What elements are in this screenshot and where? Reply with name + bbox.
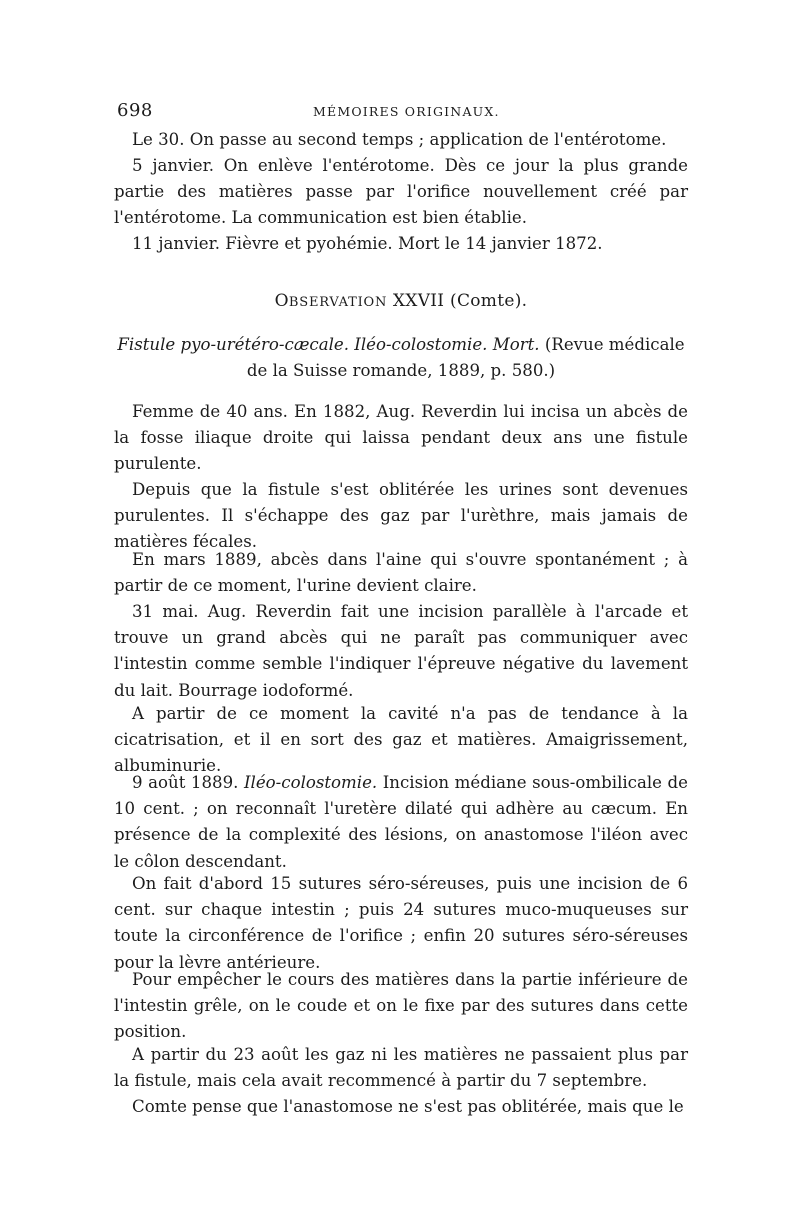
continuation-paragraph-1: Le 30. On passe au second temps ; application de l'entérotome. (132, 130, 667, 149)
observation-source-citation: (Revue médicale de la Suisse romande, 1889, p. 580.) (246, 335, 685, 381)
paragraph-4: 31 mai. Aug. Reverdin fait une incision parallèle à l'arcade et trouve un grand abcès qui ne paraît pas communiquer avec l'intestin comme semble l'indiquer l'épreuve négative du lavement du lait. Bourrage iodoformé. (114, 602, 688, 700)
paragraph-iliocolostomy-text: Incision médiane sous-ombilicale de 10 cent. ; on reconnaît l'uretère dilaté qui adhère au cæcum. En présence de la complexité des lésions, on anastomose l'iléon avec le côlon descendant. (114, 773, 688, 871)
observation-title-smallcaps: BSERVATION (288, 295, 388, 310)
paragraph-2: Depuis que la fistule s'est oblitérée les urines sont devenues purulentes. Il s'échappe des gaz par l'urèthre, mais jamais de matières fécales. (114, 480, 688, 552)
running-head: MÉMOIRES ORIGINAUX. (313, 104, 500, 119)
observation-title-rest: XXVII (Comte). (387, 291, 528, 311)
continuation-paragraph-3: 11 janvier. Fièvre et pyohémie. Mort le 14 janvier 1872. (132, 234, 603, 253)
page-header (117, 100, 687, 126)
paragraph-1: Femme de 40 ans. En 1882, Aug. Reverdin lui incisa un abcès de la fosse iliaque droite qui laissa pendant deux ans une fistule purulente. (114, 402, 688, 474)
paragraph-iliocolostomy-italic: Iléo-colostomie. (244, 773, 378, 792)
observation-title-initial: O (274, 291, 289, 311)
page-number: 698 (117, 100, 153, 121)
paragraph-fistula: A partir du 23 août les gaz ni les matières ne passaient plus par la fistule, mais cela avait recommencé à partir du 7 septembre. (114, 1045, 688, 1091)
observation-source (114, 332, 688, 384)
paragraph-iliocolostomy-date: 9 août 1889. (132, 773, 244, 792)
observation-source-italic: Fistule pyo-urétéro-cæcale. Iléo-colostomie. Mort. (117, 335, 540, 354)
paragraph-5: A partir de ce moment la cavité n'a pas de tendance à la cicatrisation, et il en sort des gaz et matières. Amaigrissement, albuminurie. (114, 704, 688, 776)
observation-title (114, 291, 688, 311)
paragraph-sutures: On fait d'abord 15 sutures séro-séreuses, puis une incision de 6 cent. sur chaque intestin ; puis 24 sutures muco-muqueuses sur toute la circonférence de l'orifice ; enfin 20 sutures séro-séreuses pour la lèvre antérieure. (114, 874, 688, 972)
paragraph-intestine: Pour empêcher le cours des matières dans la partie inférieure de l'intestin grêle, on le coude et on le fixe par des sutures dans cette position. (114, 970, 688, 1042)
continuation-paragraph-2: 5 janvier. On enlève l'entérotome. Dès ce jour la plus grande partie des matières passe par l'orifice nouvellement créé par l'entérotome. La communication est bien établie. (114, 156, 688, 228)
paragraph-iliocolostomy (114, 770, 688, 875)
paragraph-3: En mars 1889, abcès dans l'aine qui s'ouvre spontanément ; à partir de ce moment, l'urine devient claire. (114, 550, 688, 596)
paragraph-comte: Comte pense que l'anastomose ne s'est pas oblitérée, mais que le (132, 1097, 684, 1116)
